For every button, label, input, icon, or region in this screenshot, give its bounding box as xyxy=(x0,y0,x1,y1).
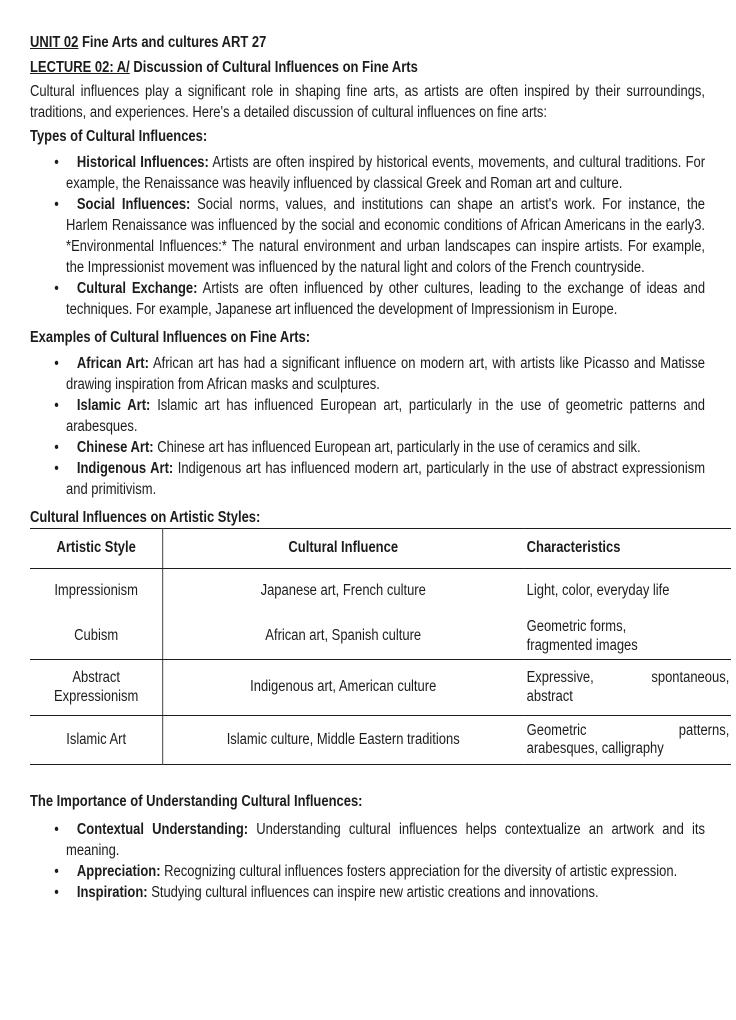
list-item xyxy=(66,395,705,437)
cell-influence: African art, Spanish culture xyxy=(163,614,524,660)
list-item-lead: Social Influences: xyxy=(76,196,191,213)
list-item-lead: Appreciation: xyxy=(76,863,161,880)
list-item-lead: Historical Influences: xyxy=(76,154,209,171)
intro-paragraph: Cultural influences play a significant role in shaping fine arts, as artists are often inspired by their surroundings, traditions, and experiences. Here's a detailed discussion of cultural influences on fine arts: xyxy=(30,83,706,121)
characteristics-line: fragmented images xyxy=(526,636,638,654)
list-item-text: Chinese art has influenced European art, particularly in the use of ceramics and silk. xyxy=(157,439,641,456)
list-item xyxy=(66,458,705,500)
types-list xyxy=(30,152,705,320)
lecture-label: LECTURE 02: A/ xyxy=(30,59,130,76)
cell-influence: Indigenous art, American culture xyxy=(163,660,524,716)
list-item-lead: African Art: xyxy=(76,355,149,372)
list-item xyxy=(66,152,705,194)
list-item xyxy=(66,194,705,278)
list-item-text: Recognizing cultural influences fosters appreciation for the diversity of artistic expression. xyxy=(164,863,678,880)
lecture-title xyxy=(30,57,705,78)
list-item xyxy=(66,819,705,861)
column-header-characteristics: Characteristics xyxy=(523,529,731,569)
cell-characteristics xyxy=(523,569,731,615)
characteristics-line: Expressive, spontaneous, xyxy=(526,669,730,686)
table-row xyxy=(30,569,731,615)
list-item-text: Indigenous art has influenced modern art, particularly in the use of abstract expressionism and primitivism. xyxy=(66,460,706,498)
list-item-lead: Indigenous Art: xyxy=(76,460,174,477)
cell-style: Cubism xyxy=(30,614,163,660)
importance-list xyxy=(30,819,705,903)
list-item-text: Artists are often influenced by other cultures, leading to the exchange of ideas and techniques. For example, Japanese art influenced the development of Impressionism in Europe. xyxy=(66,280,706,318)
table-row xyxy=(30,660,731,716)
list-item xyxy=(66,437,705,458)
unit-title xyxy=(30,32,705,53)
list-item-text: Islamic art has influenced European art, particularly in the use of geometric patterns and arabesques. xyxy=(66,397,706,435)
cell-characteristics xyxy=(523,716,731,765)
characteristics-line: Geometric forms, xyxy=(526,618,627,635)
lecture-title-rest: Discussion of Cultural Influences on Fine Arts xyxy=(133,59,418,76)
cell-characteristics xyxy=(523,614,731,660)
cell-influence: Islamic culture, Middle Eastern traditions xyxy=(226,730,460,748)
list-item-lead: Inspiration: xyxy=(76,884,148,901)
document-page xyxy=(30,32,730,903)
list-item-text: African art has had a significant influence on modern art, with artists like Picasso and Matisse drawing inspiration from African masks and sculptures. xyxy=(66,355,706,393)
cell-style: Islamic Art xyxy=(30,716,163,765)
list-item-text: Artists are often inspired by historical events, movements, and cultural traditions. For example, the Renaissance was heavily influenced by classical Greek and Roman art and culture. xyxy=(66,154,706,192)
unit-title-rest: Fine Arts and cultures ART 27 xyxy=(81,34,267,51)
characteristics-line: Geometric patterns, xyxy=(526,721,730,739)
table-header-row xyxy=(30,529,731,569)
characteristics-line: abstract xyxy=(526,687,573,705)
characteristics-line: Light, color, everyday life xyxy=(526,582,670,600)
list-item xyxy=(66,278,705,320)
section-heading-styles-table: Cultural Influences on Artistic Styles: xyxy=(30,509,261,526)
column-header-cultural-influence: Cultural Influence xyxy=(163,529,524,569)
list-item-text: Social norms, values, and institutions can shape an artist's work. For instance, the Harlem Renaissance was influenced by the social and economic conditions of African Americans in the early3. *Environmental Influences:* The natural environment and urban landscapes can inspire artists. For example, the Impressionist movement was influenced by the natural light and colors of the French countryside. xyxy=(66,196,706,276)
list-item-lead: Chinese Art: xyxy=(76,439,154,456)
section-heading-examples: Examples of Cultural Influences on Fine Arts: xyxy=(30,329,311,346)
list-item-lead: Islamic Art: xyxy=(76,397,151,414)
section-heading-importance: The Importance of Understanding Cultural Influences: xyxy=(30,793,363,810)
table-row xyxy=(30,614,731,660)
column-header-artistic-style: Artistic Style xyxy=(30,529,163,569)
list-item-lead: Cultural Exchange: xyxy=(76,280,198,297)
styles-table xyxy=(30,528,731,765)
cell-style: Abstract Expressionism xyxy=(30,660,163,716)
list-item xyxy=(66,882,705,903)
cell-influence: Japanese art, French culture xyxy=(260,582,426,600)
list-item-lead: Contextual Understanding: xyxy=(76,821,249,838)
list-item xyxy=(66,861,705,882)
cell-characteristics xyxy=(523,660,731,716)
cell-style: Impressionism xyxy=(30,569,163,615)
list-item-text: Understanding cultural influences helps contextualize an artwork and its meaning. xyxy=(66,821,706,859)
examples-list xyxy=(30,353,705,500)
characteristics-line: arabesques, calligraphy xyxy=(526,740,664,757)
table-row xyxy=(30,716,731,765)
section-heading-types: Types of Cultural Influences: xyxy=(30,128,208,145)
list-item-text: Studying cultural influences can inspire new artistic creations and innovations. xyxy=(151,884,599,901)
list-item xyxy=(66,353,705,395)
unit-label: UNIT 02 xyxy=(30,34,79,51)
